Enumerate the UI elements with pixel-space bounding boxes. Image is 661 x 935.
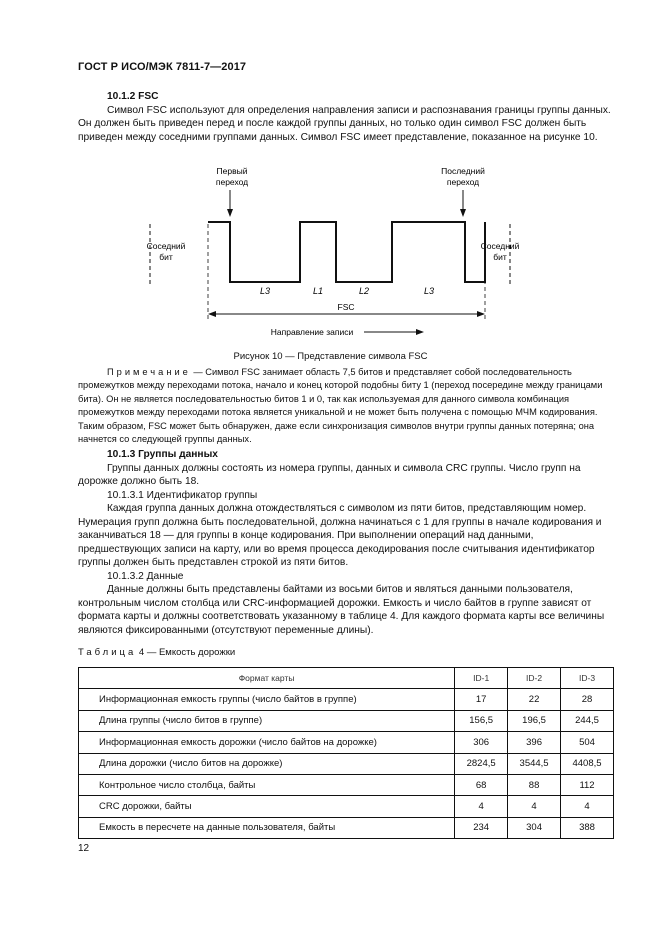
table-header-format: Формат карты <box>79 668 455 689</box>
table-header-id1: ID-1 <box>455 668 508 689</box>
fsc-waveform-figure <box>140 162 520 347</box>
table-cell: 388 <box>561 817 614 838</box>
first-transition-label-1: Первый <box>216 166 248 176</box>
segment-label-l3-first: L3 <box>259 286 271 296</box>
fsc-span-label: FSC <box>337 302 355 312</box>
recording-direction-arrowhead <box>416 329 424 335</box>
table-cell: Емкость в пересчете на данные пользователя, байты <box>79 817 455 838</box>
subsection-heading-id: 10.1.3.1 Идентификатор группы <box>107 489 258 501</box>
table-row <box>79 817 614 838</box>
recording-direction-label: Направление записи <box>270 327 354 337</box>
first-transition-arrowhead <box>227 209 233 217</box>
adjacent-bit-left-label-1: Соседний <box>146 241 186 251</box>
segment-label-l3-last: L3 <box>423 286 435 296</box>
subsection-paragraph-id: Каждая группа данных должна отождествляться с символом из пяти битов, представляющим номер. Нумерация групп должна быть последовательной, должна начинаться с 1 для группы в начале кодирования и заканчиваться 18 — для группы в конце кодирования. При выполнении операций над данными, предшествующих записи на карту, или во время процесса декодирования после считывания идентификатор группы должен быть представлен строкой из пяти битов. <box>78 503 602 568</box>
section-groups <box>78 448 614 637</box>
table-row <box>79 732 614 753</box>
table-cell: 17 <box>455 689 508 710</box>
last-transition-label-2: переход <box>446 177 480 187</box>
table-cell: Длина дорожки (число битов на дорожке) <box>79 753 455 774</box>
adjacent-bit-right-label-2: бит <box>493 252 507 262</box>
table-cell: 4408,5 <box>561 753 614 774</box>
table-cell: 112 <box>561 774 614 795</box>
table-cell: 3544,5 <box>508 753 561 774</box>
table-cell: Длина группы (число битов в группе) <box>79 710 455 731</box>
table-row <box>79 689 614 710</box>
figure-note <box>78 366 614 446</box>
table-header-id3: ID-3 <box>561 668 614 689</box>
adjacent-bit-right-label-1: Соседний <box>480 241 520 251</box>
table-cell: 28 <box>561 689 614 710</box>
section-heading-groups: 10.1.3 Группы данных <box>107 449 218 460</box>
note-lead: Примечание <box>107 367 191 377</box>
table-cell: CRC дорожки, байты <box>79 796 455 817</box>
last-transition-label-1: Последний <box>441 166 485 176</box>
table-cell: 2824,5 <box>455 753 508 774</box>
fsc-span-arrow-right <box>477 311 485 317</box>
segment-label-l1: L1 <box>312 286 324 296</box>
figure-caption: Рисунок 10 — Представление символа FSC <box>233 351 428 362</box>
table-header-row <box>79 668 614 689</box>
table-cell: 304 <box>508 817 561 838</box>
table-cell: 396 <box>508 732 561 753</box>
table-caption <box>78 647 235 658</box>
fsc-waveform <box>208 222 485 282</box>
adjacent-bit-left-label-2: бит <box>159 252 173 262</box>
section-paragraph-groups: Группы данных должны состоять из номера группы, данных и символа CRC группы. Число групп на дорожке должно быть 18. <box>78 462 581 487</box>
segment-label-l2: L2 <box>358 286 370 296</box>
section-heading-fsc: 10.1.2 FSC <box>107 91 159 102</box>
table-cell: 4 <box>561 796 614 817</box>
table-cell: Информационная емкость дорожки (число байтов на дорожке) <box>79 732 455 753</box>
page-header: ГОСТ Р ИСО/МЭК 7811-7—2017 <box>78 61 247 73</box>
subsection-paragraph-data: Данные должны быть представлены байтами из восьми битов и являться данными пользователя, контрольным числом столбца или CRC-информацией дорожки. Емкость и число байтов в группе зависят от формата карты и должны соответствовать указанному в таблице 4. Для каждого формата карты все величины являются фиксированными (отсутствуют переменные длины). <box>78 584 605 636</box>
page-number: 12 <box>78 843 90 854</box>
table-cell: 68 <box>455 774 508 795</box>
table-cell: 88 <box>508 774 561 795</box>
table-header-id2: ID-2 <box>508 668 561 689</box>
note-text: — Символ FSC занимает область 7,5 битов и представляет собой последовательность промежутков между переходами потока, начало и конец которой подобны биту 1 (переход посередине между границами бита). Он не является последовательностью битов 1 и 0, так как используемая для данного символа комбинация промежутков между переходами потока является уникальной и не может быть получена с помощью МЧМ кодирования. Таким образом, FSC может быть обнаружен, даже если синхронизация символов внутри группы данных потеряна; она начнется со следующей группы данных. <box>78 367 603 445</box>
table-row <box>79 753 614 774</box>
table-cell: 22 <box>508 689 561 710</box>
section-paragraph-fsc: Символ FSC используют для определения направления записи и распознавания границы группы данных. Он должен быть приведен перед и после каждой группы данных, но только один символ FSC должен быть приведен между соседними группами данных. Символ FSC имеет представление, показанное на рисунке 10. <box>78 104 611 143</box>
table-row <box>79 774 614 795</box>
subsection-heading-data: 10.1.3.2 Данные <box>107 570 184 582</box>
table-cell: Информационная емкость группы (число байтов в группе) <box>79 689 455 710</box>
last-transition-arrowhead <box>460 209 466 217</box>
table-caption-lead: Таблица <box>78 647 137 658</box>
fsc-span-arrow-left <box>208 311 216 317</box>
table-row <box>79 796 614 817</box>
capacity-table <box>78 667 614 839</box>
table-cell: Контрольное число столбца, байты <box>79 774 455 795</box>
table-cell: 4 <box>455 796 508 817</box>
table-cell: 196,5 <box>508 710 561 731</box>
table-cell: 234 <box>455 817 508 838</box>
table-caption-rest: 4 — Емкость дорожки <box>138 647 236 658</box>
table-row <box>79 710 614 731</box>
table-cell: 306 <box>455 732 508 753</box>
table-cell: 504 <box>561 732 614 753</box>
table-cell: 4 <box>508 796 561 817</box>
table-cell: 156,5 <box>455 710 508 731</box>
table-cell: 244,5 <box>561 710 614 731</box>
first-transition-label-2: переход <box>215 177 249 187</box>
section-fsc <box>78 90 614 144</box>
